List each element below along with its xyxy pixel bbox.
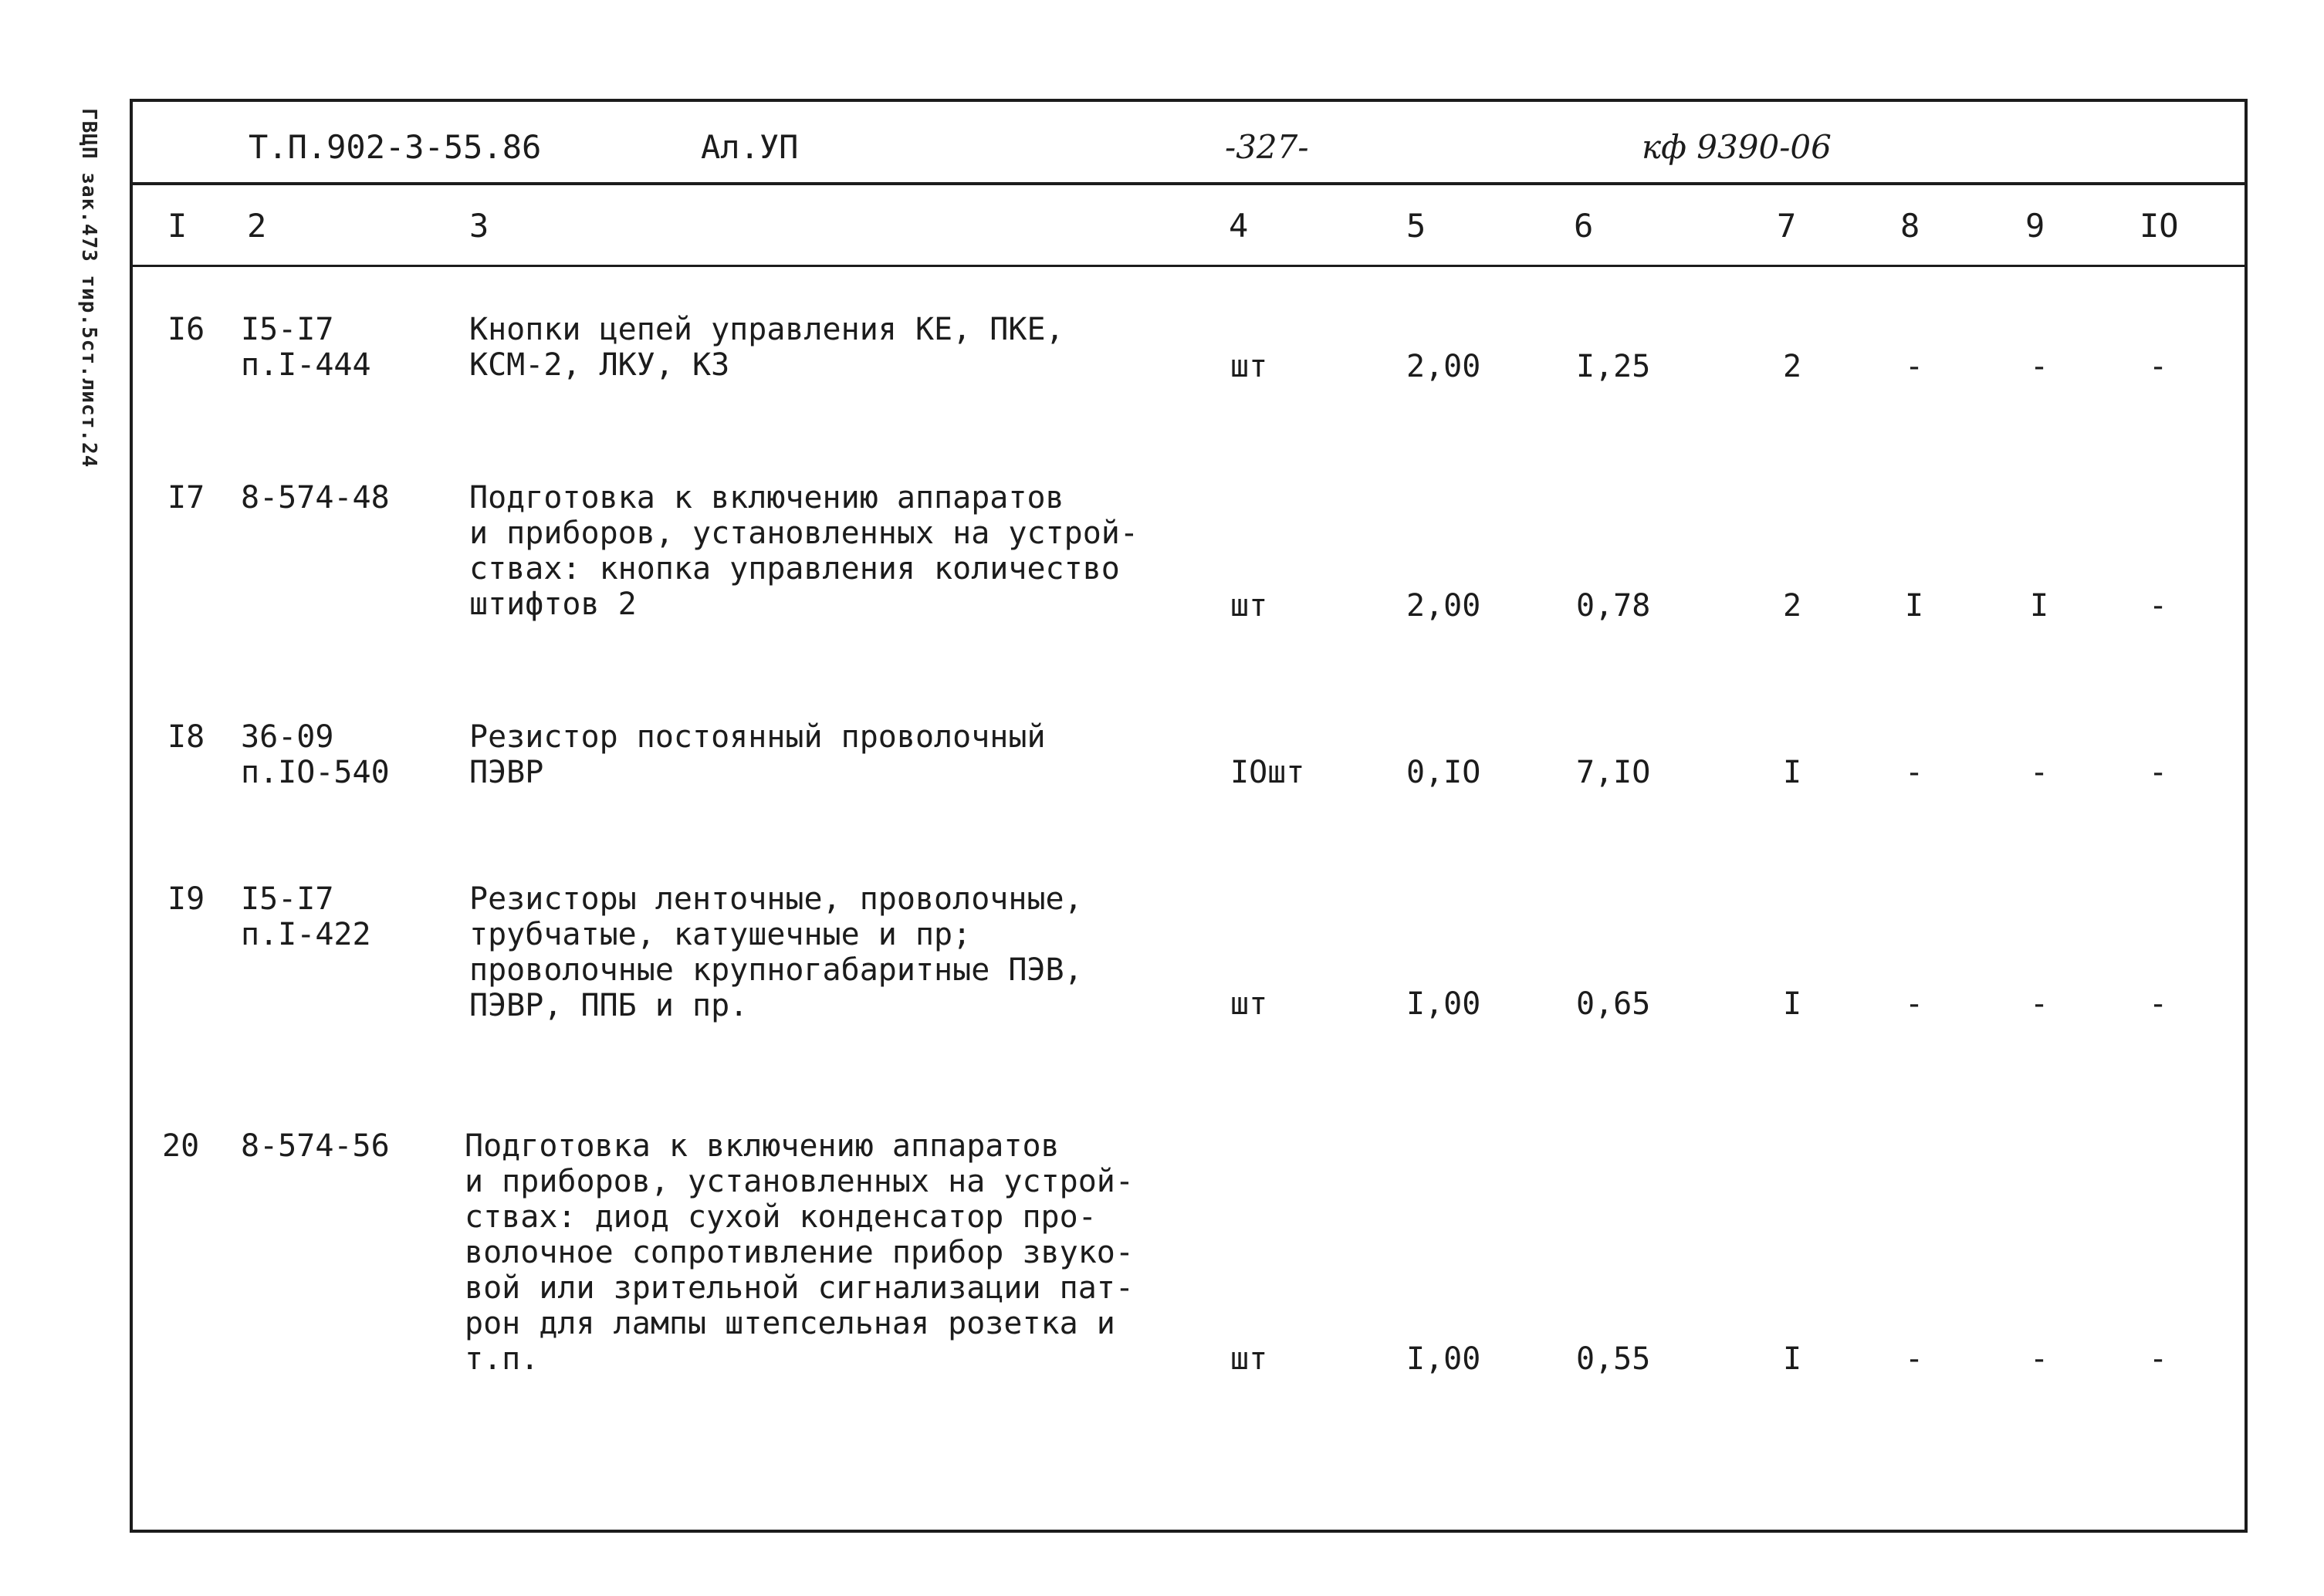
row-number: I9 xyxy=(167,881,205,917)
colnum-3: 3 xyxy=(469,207,489,245)
value-9: - xyxy=(2030,1341,2049,1377)
value-10: - xyxy=(2149,588,2168,624)
colnum-2: 2 xyxy=(247,207,267,245)
margin-print-note: ГВЦП зак.473 тир.5ст.лист.24 xyxy=(77,108,100,468)
quantity: 2,00 xyxy=(1406,349,1481,384)
value-7: I xyxy=(1783,986,1802,1022)
unit: шт xyxy=(1230,1341,1268,1377)
value-10: - xyxy=(2149,349,2168,384)
value-9: - xyxy=(2030,755,2049,790)
value-8: - xyxy=(1905,986,1924,1022)
row-number: I7 xyxy=(167,480,205,516)
row-number: I6 xyxy=(167,312,205,347)
quantity: I,00 xyxy=(1406,1341,1481,1377)
norm-code: 36-09 п.IO-540 xyxy=(241,719,390,790)
document-sheet xyxy=(130,99,2248,1533)
colnum-5: 5 xyxy=(1406,207,1426,245)
norm-code: I5-I7 п.I-444 xyxy=(241,312,371,383)
unit: шт xyxy=(1230,588,1268,624)
unit: шт xyxy=(1230,349,1268,384)
colnum-10: IO xyxy=(2140,207,2179,245)
value-10: - xyxy=(2149,986,2168,1022)
colnum-1: I xyxy=(167,207,188,245)
norm-code: I5-I7 п.I-422 xyxy=(241,881,371,952)
value-6: 0,55 xyxy=(1576,1341,1651,1377)
value-7: I xyxy=(1783,755,1802,790)
value-8: I xyxy=(1905,588,1924,624)
colnum-8: 8 xyxy=(1900,207,1920,245)
value-6: 0,78 xyxy=(1576,588,1651,624)
value-7: 2 xyxy=(1783,588,1802,624)
value-10: - xyxy=(2149,755,2168,790)
quantity: 2,00 xyxy=(1406,588,1481,624)
page-number: -327- xyxy=(1225,128,1309,166)
work-description: Подготовка к включению аппаратов и приборов, установленных на устрой- ствах: диод сухой конденсатор про- волочное сопротивление прибор звуко- вой или зрительной сигнализации пат- рон для лампы штепсельная розетка и т.п. xyxy=(465,1128,1134,1377)
kf-number: кф 9390-06 xyxy=(1642,128,1832,166)
quantity: I,00 xyxy=(1406,986,1481,1022)
norm-code: 8-574-56 xyxy=(241,1128,390,1164)
work-description: Кнопки цепей управления КЕ, ПКЕ, КСМ-2, ЛКУ, КЗ xyxy=(469,312,1064,383)
row-number: I8 xyxy=(167,719,205,755)
album-label: Ал.УП xyxy=(701,128,799,166)
value-9: - xyxy=(2030,986,2049,1022)
value-7: I xyxy=(1783,1341,1802,1377)
colnum-9: 9 xyxy=(2025,207,2045,245)
column-number-row xyxy=(133,185,2245,267)
unit: IOшт xyxy=(1230,755,1305,790)
value-9: - xyxy=(2030,349,2049,384)
value-6: I,25 xyxy=(1576,349,1651,384)
colnum-6: 6 xyxy=(1574,207,1594,245)
work-description: Подготовка к включению аппаратов и приборов, установленных на устрой- ствах: кнопка управления количество штифтов 2 xyxy=(469,480,1138,622)
unit: шт xyxy=(1230,986,1268,1022)
title-row xyxy=(133,102,2245,185)
norm-code: 8-574-48 xyxy=(241,480,390,516)
colnum-4: 4 xyxy=(1229,207,1249,245)
value-8: - xyxy=(1905,755,1924,790)
value-8: - xyxy=(1905,1341,1924,1377)
work-description: Резистор постоянный проволочный ПЭВР xyxy=(469,719,1046,790)
value-9: I xyxy=(2030,588,2049,624)
colnum-7: 7 xyxy=(1777,207,1797,245)
quantity: 0,IO xyxy=(1406,755,1481,790)
value-6: 7,IO xyxy=(1576,755,1651,790)
value-6: 0,65 xyxy=(1576,986,1651,1022)
value-8: - xyxy=(1905,349,1924,384)
doc-code: Т.П.902-3-55.86 xyxy=(249,128,542,166)
row-number: 20 xyxy=(162,1128,200,1164)
work-description: Резисторы ленточные, проволочные, трубчатые, катушечные и пр; проволочные крупногабаритные ПЭВ, ПЭВР, ППБ и пр. xyxy=(469,881,1083,1023)
value-7: 2 xyxy=(1783,349,1802,384)
value-10: - xyxy=(2149,1341,2168,1377)
